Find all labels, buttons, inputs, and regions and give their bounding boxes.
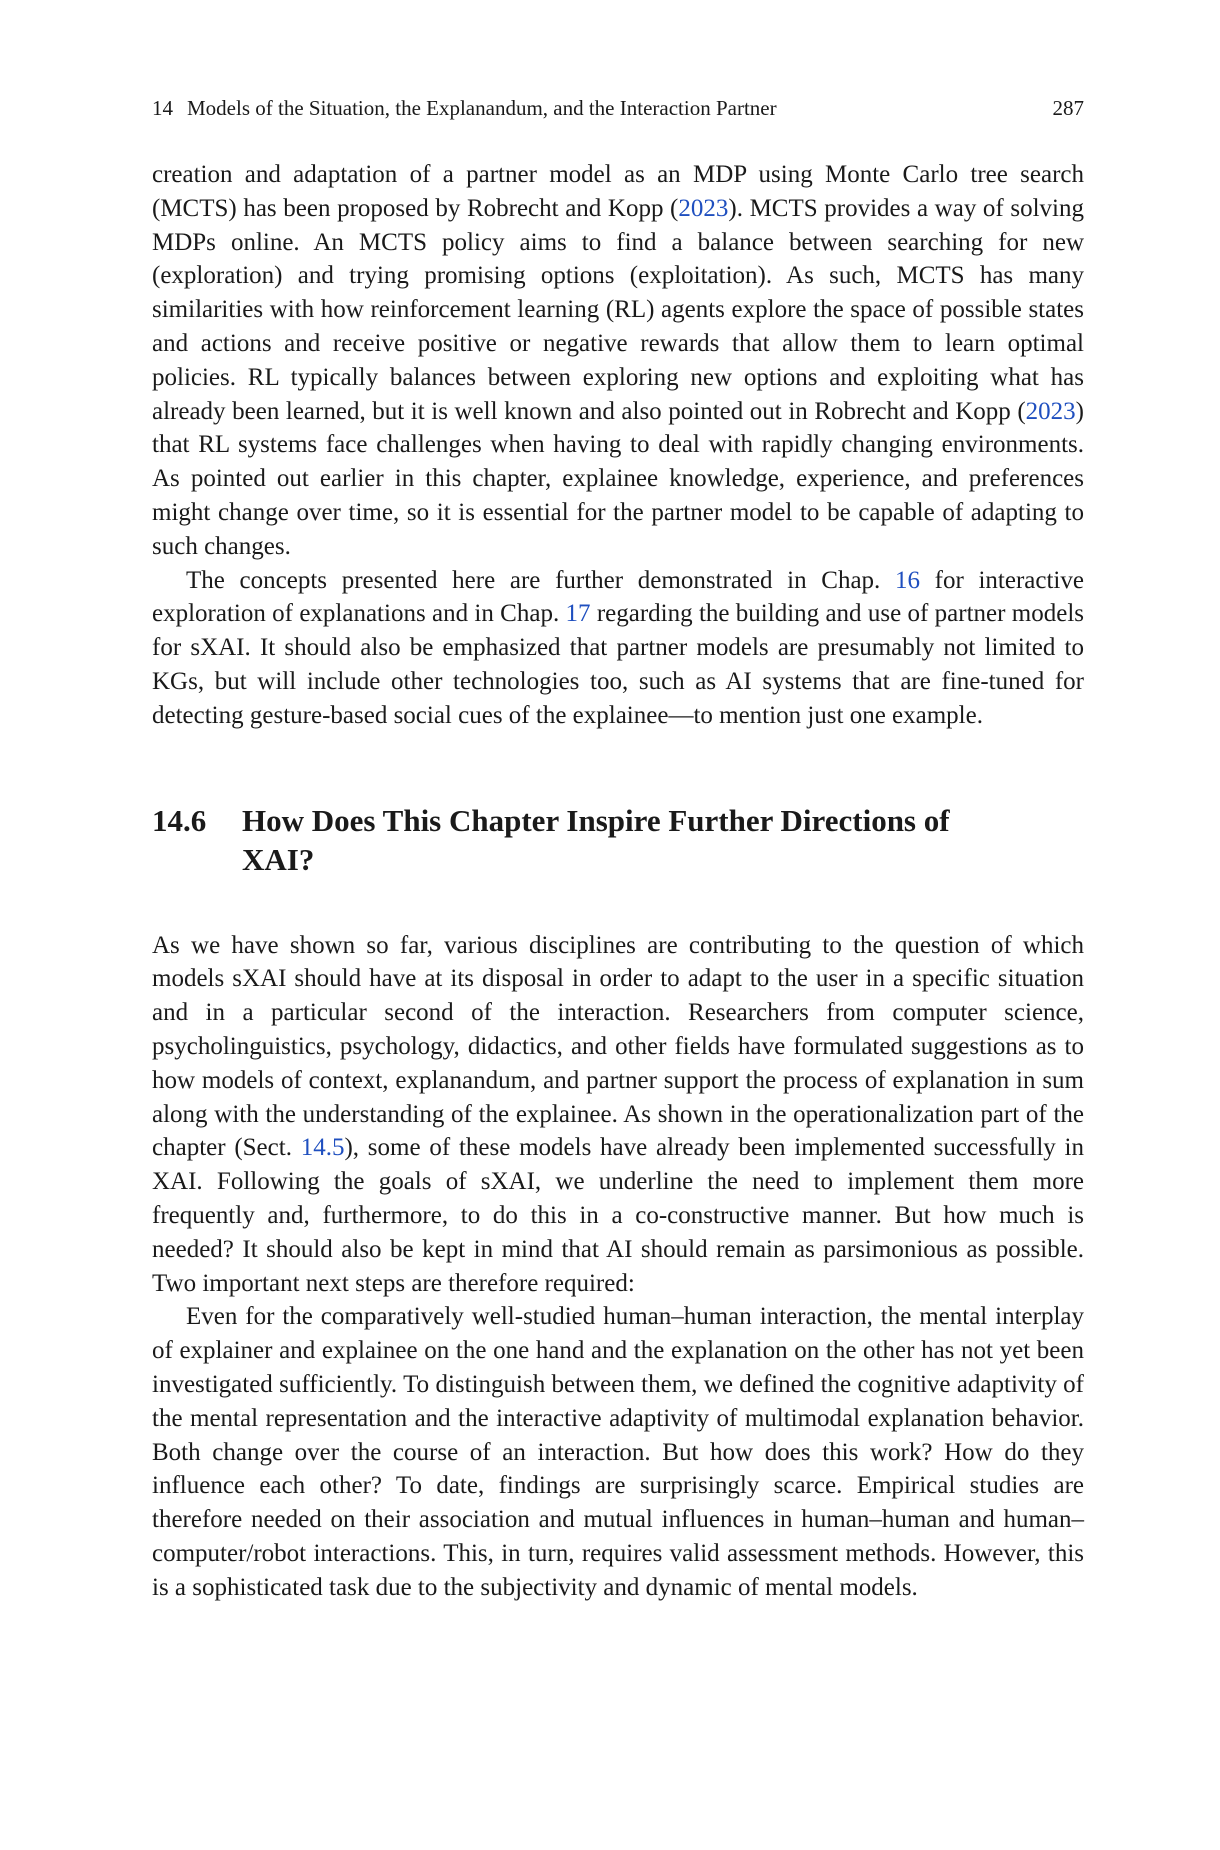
citation-link[interactable]: 2023 <box>1025 397 1076 425</box>
section-link[interactable]: 14.5 <box>300 1134 345 1162</box>
section-number: 14.6 <box>152 802 207 838</box>
page <box>152 96 1084 1604</box>
paragraph-text: ) that RL systems face challenges when having to deal with rapidly changing environments. As pointed out earlier in this chapter, explainee knowledge, experience, and preferences might change over time, so it is essential for the partner model to be capable of adapting to such changes. <box>152 397 1084 560</box>
paragraph-text: ), some of these models have already been implemented successfully in XAI. Following the goals of sXAI, we underline the need to implement them more frequently and, furthermore, to do this in a co-constructive manner. But how much is needed? It should also be kept in mind that AI should remain as parsimonious as possible. Two important next steps are therefore required: <box>152 1134 1084 1297</box>
section-heading <box>152 801 1084 879</box>
chapter-link[interactable]: 17 <box>565 600 591 628</box>
chapter-title: Models of the Situation, the Explanandum, and the Interaction Partner <box>187 96 777 120</box>
paragraph-2 <box>152 564 1084 733</box>
paragraph-1 <box>152 158 1084 564</box>
chapter-number: 14 <box>152 96 173 120</box>
citation-link[interactable]: 2023 <box>678 194 729 222</box>
paragraph-4 <box>152 1300 1084 1604</box>
paragraph-text: ). MCTS provides a way of solving MDPs online. An MCTS policy aims to find a balance between searching for new (exploration) and trying promising options (exploitation). As such, MCTS has many similarities with how reinforcement learning (RL) agents explore the space of possible states and actions and receive positive or negative rewards that allow them to learn optimal policies. RL typically balances between exploring new options and exploiting what has already been learned, but it is well known and also pointed out in Robrecht and Kopp ( <box>152 194 1084 425</box>
page-number: 287 <box>1052 96 1084 120</box>
paragraph-text: Even for the comparatively well-studied human–human interaction, the mental interplay of explainer and explainee on the one hand and the explanation on the other has not yet been investigated sufficiently. To distinguish between them, we defined the cognitive adaptivity of the mental representation and the interactive adaptivity of multimodal explanation behavior. Both change over the course of an interaction. But how does this work? How do they influence each other? To date, findings are surprisingly scarce. Empirical studies are therefore needed on their association and mutual influences in human–human and human–computer/robot interactions. This, in turn, requires valid assessment methods. However, this is a sophisticated task due to the subjectivity and dynamic of mental models. <box>152 1303 1084 1601</box>
paragraph-text: As we have shown so far, various disciplines are contributing to the question of which models sXAI should have at its disposal in order to adapt to the user in a specific situation and in a particular second of the interaction. Researchers from computer science, psycholinguistics, psychology, didactics, and other fields have formulated suggestions as to how models of context, explanandum, and partner support the process of explanation in sum along with the understanding of the explainee. As shown in the operationalization part of the chapter (Sect. <box>152 931 1084 1162</box>
section-title: How Does This Chapter Inspire Further Directions of XAI? <box>242 802 950 877</box>
paragraph-3 <box>152 929 1084 1301</box>
chapter-link[interactable]: 16 <box>894 566 920 594</box>
paragraph-text: creation and adaptation of a partner model as an MDP using Monte Carlo tree search (MCTS) has been proposed by Robrecht and Kopp ( <box>152 161 1084 222</box>
paragraph-text: regarding the building and use of partner models for sXAI. It should also be emphasized that partner models are presumably not limited to KGs, but will include other technologies too, such as AI systems that are fine-tuned for detecting gesture-based social cues of the explainee—to mention just one example. <box>152 600 1084 729</box>
paragraph-text: for interactive exploration of explanations and in Chap. <box>152 566 1084 628</box>
running-head <box>152 96 1084 120</box>
running-head-left <box>152 96 777 120</box>
paragraph-text: The concepts presented here are further demonstrated in Chap. <box>186 566 895 594</box>
